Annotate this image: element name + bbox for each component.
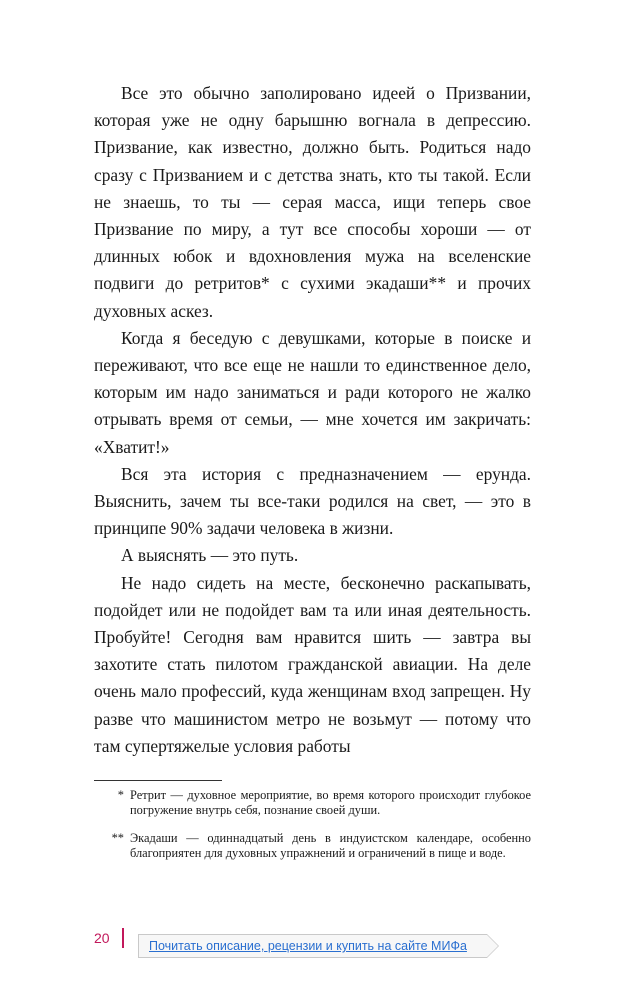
footnote-divider (94, 780, 222, 781)
page-number-bar (122, 928, 124, 948)
footnote-text: Ретрит — духовное мероприятие, во время которого происходит глубокое погружение внутрь себя, познание своей души. (130, 788, 531, 818)
page-number: 20 (94, 930, 110, 946)
paragraph: А выяснять — это путь. (121, 545, 299, 566)
footnote (94, 831, 531, 862)
footnotes (94, 788, 531, 874)
paragraph: Все это обычно заполировано идеей о Призвании, которая уже не одну барышню вогнала в депрессию. Призвание, как известно, должно быть. Родиться надо сразу с Призванием и с детства знать, кто ты такой. Если не знаешь, то ты — серая масса, ищи теперь свое Призвание по миру, а тут все способы хороши — от длинных юбок и вдохновления мужа на вселенские подвиги до ретритов* с сухими экадаши** и прочих духовных аскез. (94, 83, 531, 321)
footnote-text: Экадаши — одиннадцатый день в индуистском календаре, особенно благоприятен для духовных упражнений и ограничений в пище и воде. (130, 830, 531, 861)
paragraph: Не надо сидеть на месте, бесконечно раскапывать, подойдет или не подойдет вам та или иная деятельность. Пробуйте! Сегодня вам нравится шить — завтра вы захотите стать пилотом гражданской авиации. На деле очень мало профессий, куда женщинам вход запрещен. Ну разве что машинистом метро не возьмут — потому что там супертяжелые условия работы (94, 572, 531, 756)
main-text (94, 80, 531, 760)
buy-link[interactable]: Почитать описание, рецензии и купить на сайте МИФа (138, 934, 487, 958)
paragraph: Когда я беседую с девушками, которые в поиске и переживают, что все еще не нашли то единственное дело, которым им надо заниматься и ради которого не жалко отрывать время от семьи, — мне хочется им закричать: «Хватит!» (94, 327, 531, 457)
footnote-mark: * (117, 788, 124, 802)
paragraph: Вся эта история с предназначением — ерунда. Выяснить, зачем ты все-таки родился на свет, — это в принципе 90% задачи человека в жизни. (94, 463, 531, 539)
footnote-mark: ** (111, 830, 124, 845)
footnote (94, 788, 531, 819)
